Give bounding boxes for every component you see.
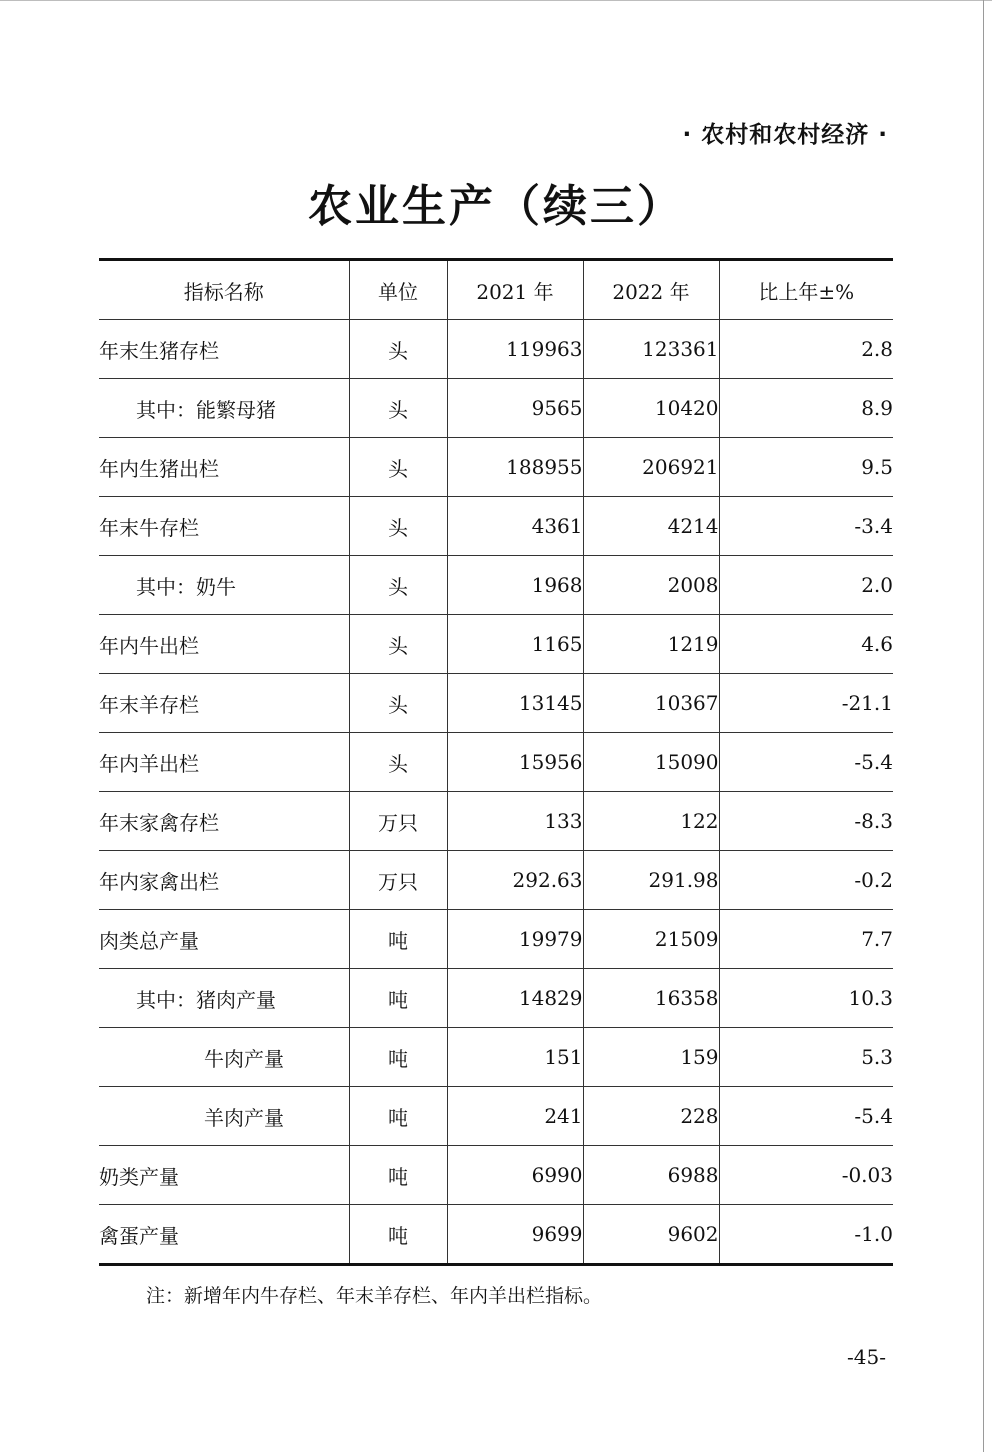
- indicator-name-cell: 年内生猪出栏: [99, 438, 349, 497]
- table-row: [99, 969, 893, 1028]
- value-2022-cell: 1219: [583, 615, 719, 674]
- table-row: [99, 615, 893, 674]
- change-percent-cell: 7.7: [719, 910, 893, 969]
- table-row: [99, 1146, 893, 1205]
- table-row: [99, 674, 893, 733]
- value-2022-cell: 206921: [583, 438, 719, 497]
- table-row: [99, 438, 893, 497]
- unit-cell: 吨: [349, 1146, 447, 1205]
- value-2021-cell: 6990: [447, 1146, 583, 1205]
- indicator-name-cell: 年内牛出栏: [99, 615, 349, 674]
- table-body: [99, 320, 893, 1265]
- unit-cell: 头: [349, 556, 447, 615]
- indicator-name-cell: 年内家禽出栏: [99, 851, 349, 910]
- change-percent-cell: -5.4: [719, 733, 893, 792]
- unit-cell: 头: [349, 615, 447, 674]
- indicator-name-cell: 年内羊出栏: [99, 733, 349, 792]
- change-percent-cell: -0.03: [719, 1146, 893, 1205]
- value-2021-cell: 1968: [447, 556, 583, 615]
- table-row: [99, 1028, 893, 1087]
- change-percent-cell: 5.3: [719, 1028, 893, 1087]
- unit-cell: 吨: [349, 1028, 447, 1087]
- value-2021-cell: 9699: [447, 1205, 583, 1265]
- page-title: 农业生产（续三）: [308, 181, 684, 232]
- value-2022-cell: 10420: [583, 379, 719, 438]
- value-2021-cell: 119963: [447, 320, 583, 379]
- indicator-name-cell: 其中：能繁母猪: [99, 379, 349, 438]
- header-2021: 2021 年: [447, 260, 583, 320]
- value-2022-cell: 21509: [583, 910, 719, 969]
- header-unit: 单位: [349, 260, 447, 320]
- indicator-name-cell: 其中：奶牛: [99, 556, 349, 615]
- change-percent-cell: 8.9: [719, 379, 893, 438]
- header-2022: 2022 年: [583, 260, 719, 320]
- change-percent-cell: -21.1: [719, 674, 893, 733]
- value-2021-cell: 4361: [447, 497, 583, 556]
- table-row: [99, 556, 893, 615]
- data-table: [99, 258, 893, 1266]
- change-percent-cell: -1.0: [719, 1205, 893, 1265]
- change-percent-cell: 2.0: [719, 556, 893, 615]
- change-percent-cell: 2.8: [719, 320, 893, 379]
- table-row: [99, 379, 893, 438]
- change-percent-cell: -8.3: [719, 792, 893, 851]
- value-2021-cell: 188955: [447, 438, 583, 497]
- value-2022-cell: 123361: [583, 320, 719, 379]
- change-percent-cell: -5.4: [719, 1087, 893, 1146]
- unit-cell: 万只: [349, 851, 447, 910]
- unit-cell: 头: [349, 438, 447, 497]
- indicator-name-cell: 肉类总产量: [99, 910, 349, 969]
- unit-cell: 头: [349, 674, 447, 733]
- page-top-edge: [0, 0, 992, 1]
- value-2022-cell: 6988: [583, 1146, 719, 1205]
- indicator-name-cell: 年末牛存栏: [99, 497, 349, 556]
- value-2022-cell: 9602: [583, 1205, 719, 1265]
- value-2022-cell: 159: [583, 1028, 719, 1087]
- value-2022-cell: 15090: [583, 733, 719, 792]
- value-2021-cell: 133: [447, 792, 583, 851]
- change-percent-cell: -3.4: [719, 497, 893, 556]
- indicator-name-cell: 禽蛋产量: [99, 1223, 179, 1248]
- indicator-name-cell: 年末生猪存栏: [99, 320, 349, 379]
- value-2021-cell: 14829: [447, 969, 583, 1028]
- value-2022-cell: 2008: [583, 556, 719, 615]
- table-row: [99, 792, 893, 851]
- change-percent-cell: 4.6: [719, 615, 893, 674]
- unit-cell: 头: [349, 320, 447, 379]
- unit-cell: 头: [349, 497, 447, 556]
- change-percent-cell: -0.2: [719, 851, 893, 910]
- table-row: [99, 1087, 893, 1146]
- value-2021-cell: 19979: [447, 910, 583, 969]
- indicator-name-cell: 其中：猪肉产量: [99, 969, 349, 1028]
- unit-cell: 头: [349, 733, 447, 792]
- table-note: 注：新增年内牛存栏、年末羊存栏、年内羊出栏指标。: [146, 1285, 603, 1307]
- value-2021-cell: 13145: [447, 674, 583, 733]
- indicator-name-cell: 奶类产量: [99, 1146, 349, 1205]
- indicator-name-cell: 年末家禽存栏: [99, 792, 349, 851]
- unit-cell: 吨: [349, 910, 447, 969]
- header-change-percent: 比上年±%: [719, 260, 893, 320]
- value-2021-cell: 9565: [447, 379, 583, 438]
- indicator-name-cell: 羊肉产量: [99, 1087, 349, 1146]
- value-2022-cell: 291.98: [583, 851, 719, 910]
- table-row: [99, 733, 893, 792]
- value-2021-cell: 1165: [447, 615, 583, 674]
- value-2021-cell: 241: [447, 1087, 583, 1146]
- unit-cell: 吨: [349, 969, 447, 1028]
- unit-cell: 吨: [349, 1087, 447, 1146]
- table-row: [99, 1205, 893, 1265]
- table-row: [99, 910, 893, 969]
- table-row: [99, 320, 893, 379]
- table-header-row: [99, 260, 893, 320]
- header-indicator-name: 指标名称: [99, 260, 349, 320]
- change-percent-cell: 9.5: [719, 438, 893, 497]
- indicator-name-cell: 牛肉产量: [99, 1028, 349, 1087]
- value-2021-cell: 15956: [447, 733, 583, 792]
- unit-cell: 吨: [349, 1205, 447, 1265]
- value-2022-cell: 228: [583, 1087, 719, 1146]
- section-header: · 农村和农村经济 ·: [682, 122, 888, 148]
- value-2022-cell: 4214: [583, 497, 719, 556]
- unit-cell: 万只: [349, 792, 447, 851]
- value-2021-cell: 292.63: [447, 851, 583, 910]
- indicator-name-cell: 年末羊存栏: [99, 674, 349, 733]
- change-percent-cell: 10.3: [719, 969, 893, 1028]
- table-row: [99, 851, 893, 910]
- page-number: -45-: [847, 1345, 886, 1369]
- value-2022-cell: 122: [583, 792, 719, 851]
- value-2021-cell: 151: [447, 1028, 583, 1087]
- value-2022-cell: 16358: [583, 969, 719, 1028]
- table-row: [99, 497, 893, 556]
- value-2022-cell: 10367: [583, 674, 719, 733]
- unit-cell: 头: [349, 379, 447, 438]
